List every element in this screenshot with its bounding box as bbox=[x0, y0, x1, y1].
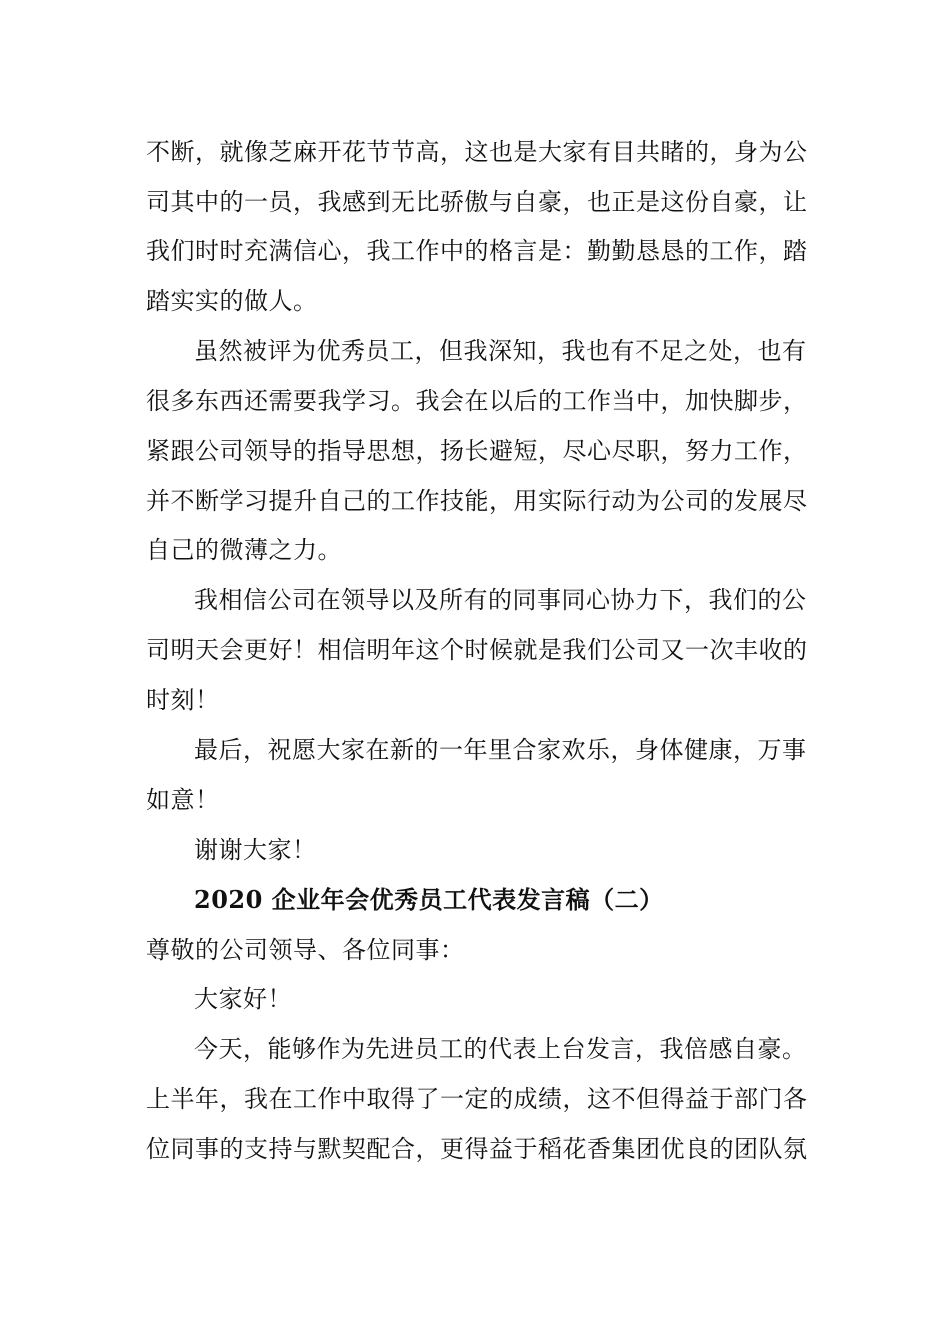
text-line: 司其中的一员，我感到无比骄傲与自豪，也正是这份自豪，让 bbox=[146, 188, 808, 216]
paragraph-first-line: 今天，能够作为先进员工的代表上台发言，我倍感自豪。 bbox=[194, 1035, 807, 1063]
text-line: 不断，就像芝麻开花节节高，这也是大家有目共睹的，身为公 bbox=[146, 138, 808, 166]
text-line: 如意！ bbox=[146, 786, 220, 814]
text-line: 位同事的支持与默契配合，更得益于稻花香集团优良的团队氛 bbox=[146, 1135, 808, 1163]
text-line: 司明天会更好！相信明年这个时候就是我们公司又一次丰收的 bbox=[146, 636, 808, 664]
paragraph-first-line: 我相信公司在领导以及所有的同事同心协力下，我们的公 bbox=[194, 586, 807, 614]
closing-thanks: 谢谢大家！ bbox=[194, 836, 317, 864]
text-line: 踏实实的做人。 bbox=[146, 287, 318, 315]
text-line: 紧跟公司领导的指导思想，扬长避短，尽心尽职，努力工作， bbox=[146, 437, 808, 465]
paragraph-first-line: 最后，祝愿大家在新的一年里合家欢乐，身体健康，万事 bbox=[194, 736, 807, 764]
text-line: 上半年，我在工作中取得了一定的成绩，这不但得益于部门各 bbox=[146, 1085, 808, 1113]
paragraph-first-line: 虽然被评为优秀员工，但我深知，我也有不足之处，也有 bbox=[194, 337, 807, 365]
text-line: 我们时时充满信心，我工作中的格言是：勤勤恳恳的工作，踏 bbox=[146, 237, 808, 265]
greeting: 大家好！ bbox=[194, 985, 292, 1013]
text-line: 很多东西还需要我学习。我会在以后的工作当中，加快脚步， bbox=[146, 387, 808, 415]
text-line: 并不断学习提升自己的工作技能，用实际行动为公司的发展尽 bbox=[146, 487, 808, 515]
section-heading: 2020 企业年会优秀员工代表发言稿（二） bbox=[194, 885, 664, 914]
text-line: 时刻！ bbox=[146, 686, 220, 714]
salutation: 尊敬的公司领导、各位同事： bbox=[146, 936, 465, 964]
text-line: 自己的微薄之力。 bbox=[146, 536, 342, 564]
